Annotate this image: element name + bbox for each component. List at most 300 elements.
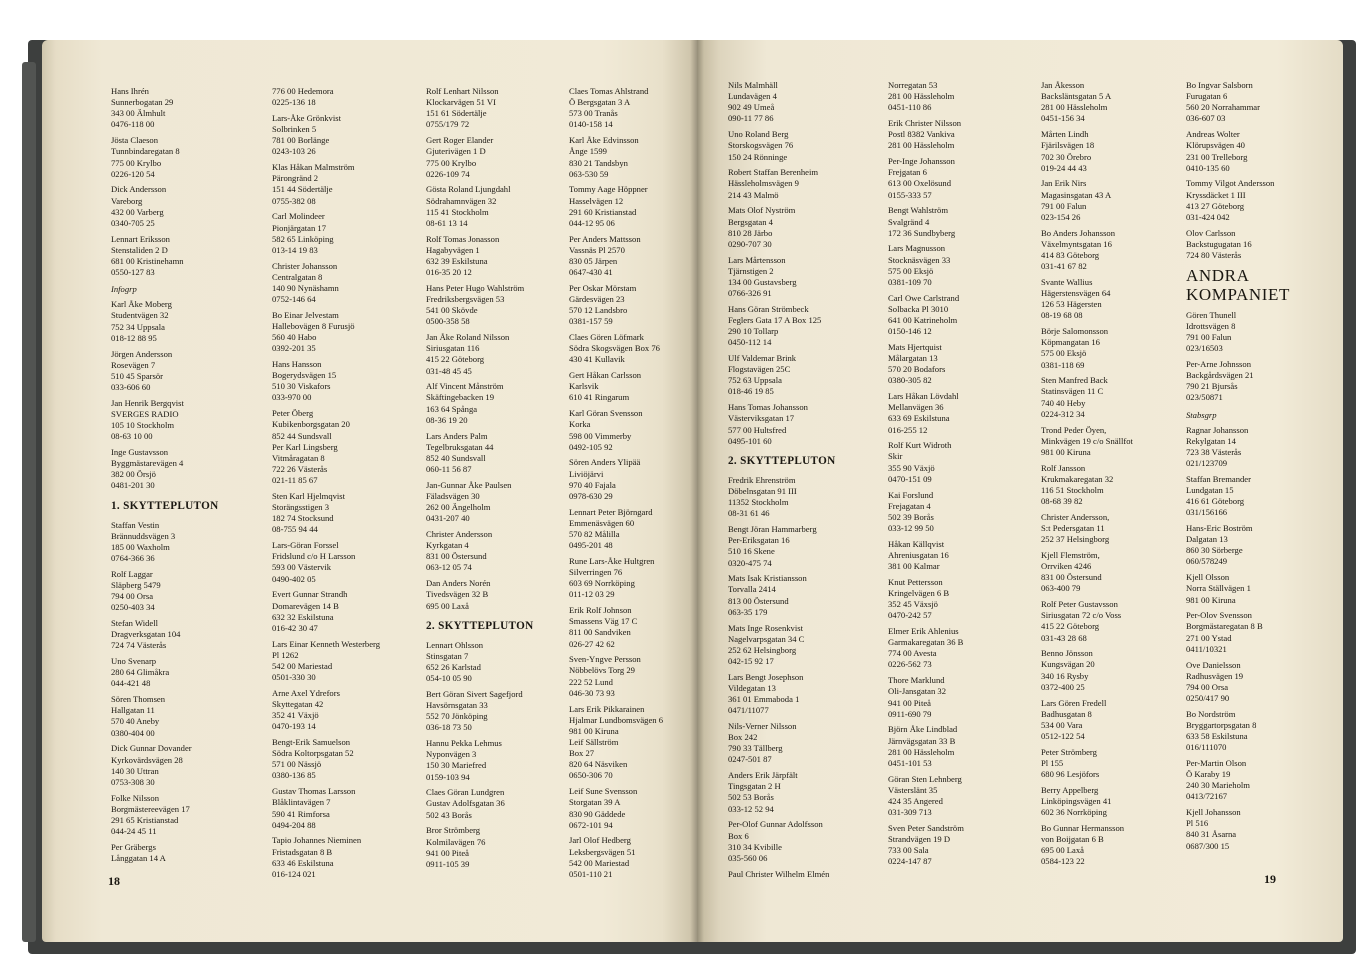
entry-line: Postl 8382 Vankiva [888, 129, 955, 140]
left-column-3 [426, 86, 534, 875]
address-entry [272, 162, 380, 207]
entry-line: 023/50871 [1186, 392, 1223, 403]
entry-line: Kyrkovärdsvägen 28 [111, 754, 183, 765]
entry-line: 08-68 39 82 [1041, 496, 1083, 507]
address-entry [569, 835, 663, 880]
entry-line: 593 00 Västervik [272, 562, 332, 573]
entry-line: Byggmästarevägen 4 [111, 458, 184, 469]
entry-line: Bryggartorpsgatan 8 [1186, 719, 1257, 730]
address-entry [111, 86, 219, 131]
entry-line: Feglers Gata 17 A Box 125 [728, 314, 822, 325]
entry-line: 633 46 Eskilstuna [272, 857, 334, 868]
entry-line: 033-970 00 [272, 392, 312, 403]
entry-line: 0250/417 90 [1186, 692, 1230, 703]
address-entry [1041, 648, 1133, 693]
entry-name: Christer Andersson, [1041, 511, 1110, 522]
entry-name: Alf Vincent Månström [426, 381, 504, 392]
entry-name: Kjell Johansson [1186, 807, 1241, 818]
entry-line: 840 31 Åsarna [1186, 829, 1237, 840]
entry-line: 740 40 Heby [1041, 397, 1086, 408]
entry-line: 240 30 Marieholm [1186, 780, 1250, 791]
entry-line: 291 60 Kristianstad [569, 206, 637, 217]
entry-line: Garmakaregatan 36 B [888, 637, 964, 648]
entry-line: 381 00 Kalmar [888, 561, 940, 572]
entry-name: Jösta Claeson [111, 135, 159, 146]
entry-line: Köpmangatan 16 [1041, 337, 1100, 348]
entry-line: 902 49 Umeå [728, 102, 775, 113]
address-entry [1186, 474, 1290, 519]
entry-line: 262 00 Ängelholm [426, 502, 491, 513]
entry-line: 0755-382 08 [272, 195, 316, 206]
entry-line: 016-35 20 12 [426, 267, 472, 278]
entry-line: 035-560 06 [728, 852, 768, 863]
entry-name: Hans-Eric Boström [1186, 523, 1253, 533]
entry-line: 231 00 Trelleborg [1186, 151, 1248, 162]
entry-line: 0250-403 34 [111, 602, 155, 613]
entry-name: Göran Sten Lehnberg [888, 773, 962, 784]
entry-line: Liviöjärvi [569, 468, 604, 479]
entry-line: 0372-400 25 [1041, 681, 1085, 692]
entry-line: 252 62 Helsingborg [728, 644, 797, 655]
entry-line: Frejgatan 6 [888, 167, 927, 178]
entry-line: Hagabyvägen 1 [426, 244, 480, 255]
address-entry [888, 490, 964, 535]
entry-name: Sören Thomsen [111, 694, 166, 705]
address-entry [728, 721, 836, 766]
entry-line: 044-12 95 06 [569, 217, 615, 228]
address-entry [426, 689, 534, 734]
entry-line: 573 00 Tranås [569, 108, 618, 119]
entry-line: 0140-158 14 [569, 119, 613, 130]
left-column-1 [111, 86, 219, 869]
address-entry [888, 539, 964, 572]
entry-name: Per-Arne Johnsson [1186, 358, 1251, 369]
entry-name: Klas Håkan Malmström [272, 162, 355, 173]
company-heading-line: KOMPANIET [1186, 284, 1290, 304]
entry-line: 510 45 Sparsör [111, 370, 164, 381]
entry-line: Emmenäsvägen 60 [569, 517, 635, 528]
address-entry [426, 825, 534, 870]
entry-line: 310 34 Kvibille [728, 841, 782, 852]
entry-line: 830 90 Gäddede [569, 808, 626, 819]
address-entry [888, 774, 964, 819]
address-entry [569, 704, 663, 782]
entry-line: Västerslänt 35 [888, 784, 938, 795]
entry-line: 0471/11077 [728, 705, 769, 716]
entry-name: Rolf Laggar [111, 568, 153, 579]
entry-line: 063-12 05 74 [426, 562, 472, 573]
entry-line: Backsläntsgatan 5 A [1041, 91, 1112, 102]
entry-line: Per-Eriksgatan 16 [728, 535, 790, 546]
address-entry [426, 787, 534, 820]
address-entry [888, 293, 964, 338]
entry-line: 0481-201 30 [111, 480, 155, 491]
address-entry [272, 408, 380, 486]
entry-line: 0470-242 57 [888, 610, 932, 621]
entry-name: Gustav Thomas Larsson [272, 786, 356, 797]
entry-name: Dick Andersson [111, 184, 167, 195]
entry-line: Silverringen 76 [569, 567, 623, 578]
entry-line: Ö Bergsgatan 3 A [569, 97, 631, 108]
entry-line: Statinsvägen 11 C [1041, 386, 1104, 397]
address-entry [888, 205, 964, 238]
entry-line: 163 64 Spånga [426, 403, 478, 414]
address-entry [1186, 709, 1290, 754]
entry-line: 0411/10321 [1186, 643, 1227, 654]
entry-line: Krukmakaregatan 32 [1041, 473, 1114, 484]
entry-name: Mats Inge Rosenkvist [728, 622, 803, 633]
entry-line: 016-124 021 [272, 868, 316, 879]
entry-line: 542 00 Mariestad [272, 660, 333, 671]
entry-name: 776 00 Hedemora [272, 86, 334, 96]
entry-line: 0431-207 40 [426, 513, 470, 524]
entry-line: Nyponvägen 3 [426, 749, 477, 760]
entry-line: 290 10 Tollarp [728, 326, 779, 337]
entry-line: Pl 155 [1041, 757, 1064, 768]
entry-line: 060-11 56 87 [426, 464, 472, 474]
entry-line: 150 24 Rönninge [728, 151, 788, 162]
entry-line: 281 00 Hässleholm [888, 746, 955, 757]
entry-line: Målargatan 13 [888, 353, 938, 363]
entry-line: 355 90 Växjö [888, 462, 935, 473]
entry-name: Lars Håkan Lövdahl [888, 391, 959, 402]
company-heading-line: ANDRA [1186, 265, 1250, 285]
entry-name: Dick Gunnar Dovander [111, 743, 192, 754]
address-entry [1041, 80, 1133, 125]
entry-line: 502 53 Borås [728, 792, 774, 803]
entry-line: Storängsstigen 3 [272, 502, 330, 513]
entry-line: 0380-305 82 [888, 375, 932, 386]
entry-line: 115 41 Stockholm [426, 206, 489, 217]
entry-name: Karl Åke Edvinsson [569, 135, 639, 146]
address-entry [728, 205, 836, 250]
entry-line: 046-30 73 93 [569, 687, 615, 698]
address-entry [272, 491, 380, 536]
entry-line: Svalgränd 4 [888, 216, 930, 227]
entry-line: 860 30 Sörberge [1186, 545, 1243, 556]
entry-name: Staffan Bremander [1186, 473, 1251, 484]
entry-line: 602 36 Norrköping [1041, 807, 1107, 818]
entry-name: Hans Tomas Johansson [728, 402, 808, 413]
entry-line: 415 22 Göteborg [426, 354, 485, 365]
entry-line: 542 00 Mariestad [569, 857, 630, 868]
entry-name: Per-Olov Svensson [1186, 610, 1252, 621]
entry-line: Södra Koltorpsgatan 52 [272, 748, 354, 759]
entry-line: 0380-404 00 [111, 727, 155, 738]
entry-name: Nils-Verner Nilsson [728, 720, 797, 731]
entry-name: Rolf Tomas Jonasson [426, 233, 500, 244]
address-entry [1041, 698, 1133, 743]
entry-name: Lars Gören Fredell [1041, 697, 1107, 708]
address-entry [728, 129, 836, 162]
entry-line: 0501-110 21 [569, 868, 613, 879]
entry-line: 214 43 Malmö [728, 189, 779, 200]
address-entry [272, 359, 380, 404]
entry-name: Peter Strömberg [1041, 746, 1097, 757]
entry-line: 031-309 713 [888, 807, 932, 818]
entry-name: Norregatan 53 [888, 80, 938, 90]
entry-line: 413 27 Göteborg [1186, 200, 1245, 211]
address-entry [1186, 660, 1290, 705]
address-entry [888, 80, 964, 113]
entry-line: Studentvägen 32 [111, 310, 169, 321]
entry-name: Lars-Åke Grönkvist [272, 112, 341, 123]
entry-name: Jan Åkesson [1041, 80, 1085, 90]
entry-line: 575 00 Eksjö [888, 265, 934, 276]
entry-name: Kjell Olsson [1186, 572, 1230, 583]
entry-name: Fredrik Ehrenström [728, 474, 796, 485]
entry-line: 570 12 Landsbro [569, 305, 628, 316]
entry-name: Svante Wallius [1041, 276, 1093, 287]
right-column-3 [1041, 80, 1133, 872]
entry-line: Brännuddsvägen 3 [111, 530, 176, 541]
entry-line: 151 61 Södertälje [426, 108, 487, 119]
address-entry [1186, 425, 1290, 470]
entry-line: 042-15 92 17 [728, 655, 774, 666]
entry-line: 414 83 Göteborg [1041, 249, 1100, 260]
address-entry [1041, 463, 1133, 508]
entry-line: 08-63 10 00 [111, 431, 153, 442]
address-entry [426, 431, 534, 476]
entry-name: Mats Isak Kristiansson [728, 573, 807, 584]
entry-line: 018-12 88 95 [111, 332, 157, 343]
address-entry [111, 135, 219, 180]
entry-line: Växelmyntsgatan 16 [1041, 238, 1112, 249]
entry-name: Hans Göran Strömbeck [728, 303, 809, 314]
entry-name: Per-Inge Johansson [888, 156, 955, 167]
entry-line: Döbelnsgatan 91 III [728, 486, 797, 496]
entry-name: Hannu Pekka Lehmus [426, 738, 502, 749]
entry-line: 534 00 Vara [1041, 719, 1083, 730]
address-entry [1186, 310, 1290, 355]
address-entry [272, 86, 380, 108]
entry-line: Pl 1262 [272, 649, 299, 660]
entry-name: Karl Göran Svensson [569, 408, 643, 419]
entry-line: 011-12 03 29 [569, 589, 615, 600]
entry-line: 723 38 Västerås [1186, 446, 1242, 457]
entry-name: Rolf Lenhart Nilsson [426, 86, 499, 96]
entry-line: 280 64 Glimåkra [111, 667, 170, 678]
entry-line: Gjuterivägen 1 D [426, 146, 486, 157]
entry-name: Claes Göran Lundgren [426, 787, 505, 798]
entry-line: Kryssdäcket 1 III [1186, 189, 1246, 200]
entry-line: Norra Ställvägen 1 [1186, 583, 1251, 594]
entry-line: 0494-204 88 [272, 819, 316, 830]
entry-line: Bogerydsvägen 15 [272, 370, 337, 381]
entry-name: Rolf Kurt Widroth [888, 440, 952, 451]
entry-line: 790 21 Bjursås [1186, 381, 1238, 392]
right-column-2 [888, 80, 964, 872]
address-entry [728, 524, 836, 569]
entry-name: Bengt Wahlström [888, 205, 949, 216]
entry-line: 981 00 Kiruna [1186, 594, 1236, 605]
entry-line: 774 00 Avesta [888, 648, 937, 659]
address-entry [1041, 129, 1133, 174]
entry-line: 432 00 Varberg [111, 206, 164, 217]
entry-line: 140 30 Uttran [111, 765, 159, 776]
entry-line: Lundavägen 4 [728, 91, 777, 102]
entry-line: Solbrinken 5 [272, 124, 317, 135]
address-entry [426, 738, 534, 783]
entry-line: Box 27 [569, 748, 595, 759]
entry-line: 416 61 Göteborg [1186, 496, 1245, 507]
entry-line: 830 21 Tandsbyn [569, 157, 628, 168]
entry-line: 019-24 44 43 [1041, 162, 1087, 173]
entry-line: 702 30 Örebro [1041, 151, 1092, 162]
entry-line: Box 242 [728, 732, 758, 743]
entry-name: Karl Åke Moberg [111, 299, 172, 310]
entry-line: 641 00 Katrineholm [888, 314, 958, 325]
entry-line: 590 41 Rimforsa [272, 808, 330, 819]
entry-line: Kyrkgatan 4 [426, 540, 469, 551]
entry-line: 570 40 Aneby [111, 716, 160, 727]
entry-line: Stocknäsvägen 33 [888, 254, 951, 265]
entry-line: Furugatan 6 [1186, 91, 1228, 102]
entry-line: 0451-156 34 [1041, 113, 1085, 124]
entry-name: Stefan Widell [111, 618, 158, 628]
entry-line: 724 74 Västerås [111, 640, 167, 651]
entry-name: Jan Erik Nirs [1041, 178, 1087, 189]
entry-line: 021-11 85 67 [272, 475, 318, 486]
section-heading: 2. SKYTTEPLUTON [728, 454, 836, 467]
entry-line: 633 58 Eskilstuna [1186, 731, 1248, 742]
entry-line: 0243-103 26 [272, 146, 316, 157]
entry-line: Stinsgatan 7 [426, 650, 469, 661]
entry-line: 026-27 42 62 [569, 638, 615, 649]
address-entry [111, 793, 219, 838]
left-column-4 [569, 86, 663, 885]
entry-line: 0247-501 87 [728, 754, 772, 765]
entry-line: 031-424 042 [1186, 211, 1230, 222]
entry-line: 054-10 05 90 [426, 673, 472, 684]
entry-name: Sven-Yngve Persson [569, 654, 641, 665]
entry-line: Nagelvarpsgatan 34 C [728, 633, 805, 644]
group-subheading: Stabsgrp [1186, 409, 1217, 420]
entry-line: Storgatan 39 A [569, 797, 621, 808]
entry-line: Badhusgatan 8 [1041, 708, 1092, 719]
address-entry [569, 507, 663, 552]
entry-name: Lars-Göran Forssel [272, 540, 339, 551]
entry-line: 116 51 Stockholm [1041, 484, 1104, 495]
entry-line: 813 00 Östersund [728, 595, 789, 606]
entry-line: 560 40 Habo [272, 332, 317, 343]
entry-line: Fäladsvägen 30 [426, 490, 480, 501]
address-entry [728, 167, 836, 200]
address-entry [1186, 228, 1290, 261]
entry-name: Per-Martin Olson [1186, 757, 1247, 768]
entry-line: 681 00 Kristinehamn [111, 255, 184, 266]
address-entry [272, 639, 380, 684]
entry-line: 577 00 Hultsfred [728, 424, 787, 435]
entry-line: Frejagatan 4 [888, 500, 931, 511]
entry-line: 791 00 Falun [1186, 332, 1232, 343]
entry-line: Radhusvägen 19 [1186, 670, 1244, 681]
entry-line: 552 70 Jönköping [426, 711, 488, 722]
entry-name: Lars Bengt Josephson [728, 671, 804, 682]
address-entry [728, 869, 836, 880]
entry-line: Skäftingebacken 19 [426, 392, 495, 403]
address-entry [426, 529, 534, 574]
entry-line: 430 41 Kullavik [569, 354, 625, 365]
entry-name: Sören Anders Ylipää [569, 457, 641, 468]
entry-name: Ulf Valdemar Brink [728, 353, 797, 363]
address-entry [569, 408, 663, 453]
entry-name: Evert Gunnar Strandh [272, 589, 348, 600]
address-entry [272, 688, 380, 733]
entry-line: Borgmästereevägen 17 [111, 803, 190, 814]
left-column-2 [272, 86, 380, 885]
entry-line: 031-41 67 82 [1041, 261, 1087, 272]
entry-line: 08-19 68 08 [1041, 310, 1083, 321]
page-number-right: 19 [1264, 872, 1276, 886]
entry-line: 105 10 Stockholm [111, 420, 175, 431]
entry-line: 0492-105 92 [569, 441, 613, 452]
entry-line: 0650-306 70 [569, 770, 613, 781]
entry-line: Fridslund c/o H Larsson [272, 551, 356, 562]
address-entry [888, 675, 964, 720]
entry-line: Ånge 1599 [569, 146, 607, 157]
entry-name: Knut Pettersson [888, 576, 943, 587]
entry-name: Bo Einar Jelvestam [272, 309, 339, 320]
address-entry [569, 234, 663, 279]
group-subheading: Infogrp [111, 284, 137, 295]
entry-name: Lars Anders Palm [426, 430, 488, 441]
entry-line: 632 32 Eskilstuna [272, 611, 334, 622]
entry-name: Mats Olof Nyström [728, 205, 796, 216]
entry-line: 794 00 Orsa [1186, 681, 1229, 692]
entry-name: Per Oskar Mörstam [569, 282, 637, 293]
entry-line: Borgmästaregatan 8 B [1186, 621, 1263, 632]
address-entry [1041, 326, 1133, 371]
entry-line: Centralgatan 8 [272, 271, 323, 282]
entry-line: 151 44 Södertälje [272, 184, 333, 195]
address-entry [1041, 512, 1133, 545]
entry-line: Blåklintavägen 7 [272, 797, 331, 808]
entry-line: Kubikenborgsgatan 20 [272, 419, 350, 430]
entry-name: Inge Gustavsson [111, 446, 169, 457]
entry-line: 852 44 Sundsvall [272, 430, 332, 441]
address-entry [1186, 80, 1290, 125]
address-entry [426, 86, 534, 131]
entry-line: 018-46 19 85 [728, 386, 774, 397]
entry-line: 0381-109 70 [888, 276, 932, 287]
entry-line: 724 80 Västerås [1186, 249, 1242, 260]
address-entry [111, 447, 219, 492]
entry-name: Thore Marklund [888, 675, 945, 686]
entry-line: 182 74 Stocksund [272, 513, 334, 524]
entry-line: 08-755 94 44 [272, 524, 318, 535]
entry-name: Leif Sune Svensson [569, 786, 638, 797]
entry-line: 0413/72167 [1186, 791, 1228, 802]
address-entry [728, 304, 836, 349]
address-entry [1186, 610, 1290, 655]
address-entry [1186, 523, 1290, 568]
entry-line: 775 00 Krylbo [426, 157, 477, 168]
entry-line: Storskogsvägen 76 [728, 140, 794, 151]
entry-line: 820 64 Näsviken [569, 759, 628, 770]
entry-name: Tommy Vilgot Andersson [1186, 178, 1275, 189]
address-entry [569, 332, 663, 365]
right-column-4 [1186, 80, 1290, 856]
entry-line: 361 01 Emmaboda 1 [728, 694, 800, 705]
entry-line: Vassnäs Pl 2570 [569, 244, 625, 255]
entry-line: Hallebovägen 8 Furusjö [272, 320, 355, 331]
entry-line: 08-36 19 20 [426, 414, 468, 425]
address-entry [728, 623, 836, 668]
entry-line: 0226-562 73 [888, 659, 932, 670]
entry-line: Dragverksgatan 104 [111, 629, 181, 640]
entry-line: Siriusgatan 116 [426, 343, 480, 354]
